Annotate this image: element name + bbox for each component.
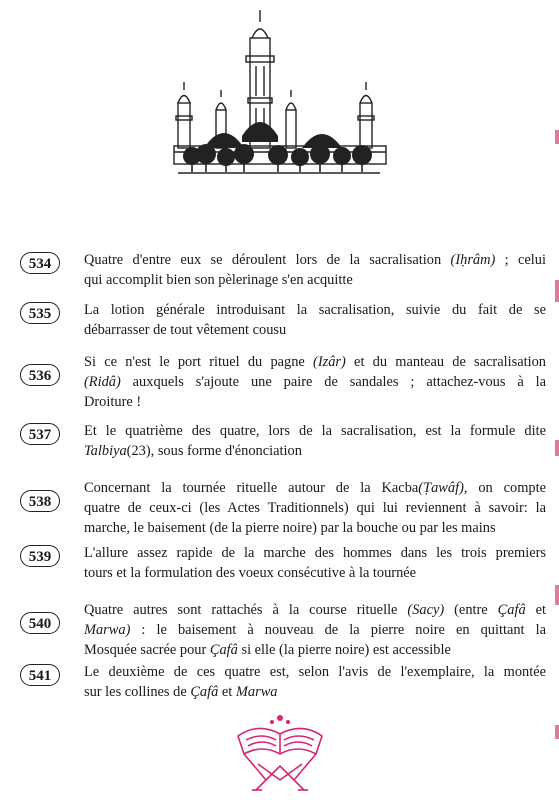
- verse-line: [84, 372, 546, 392]
- verse-text: [84, 352, 546, 412]
- italic-term: Marwa): [84, 622, 131, 638]
- verse-line: [84, 300, 546, 320]
- verse-number-badge: 534: [20, 252, 60, 274]
- text-run: ; celui: [495, 252, 546, 268]
- verse-number-badge: 540: [20, 612, 60, 634]
- text-run: Droiture !: [84, 394, 142, 410]
- verse-line: [84, 518, 546, 538]
- verse-text: [84, 478, 546, 538]
- verse-line: [84, 320, 546, 340]
- verse-539: [20, 543, 548, 583]
- verse-number-badge: 538: [20, 490, 60, 512]
- italic-term: Çafâ: [190, 684, 219, 700]
- verse-534: [20, 250, 548, 290]
- italic-term: Çafâ: [497, 602, 526, 618]
- text-run: si elle (la pierre noire) est accessible: [237, 642, 451, 658]
- italic-term: (Sacy): [407, 602, 445, 618]
- text-run: auxquels s'ajoute une paire de sandales ; attachez-vous à la: [120, 374, 546, 390]
- verse-line: [84, 250, 546, 270]
- verse-line: [84, 640, 546, 660]
- verse-535: [20, 300, 548, 340]
- text-run: on compte: [467, 480, 546, 496]
- verse-number-badge: 537: [20, 423, 60, 445]
- verse-text: [84, 300, 546, 340]
- verse-text: [84, 662, 546, 702]
- italic-term: (Iḥrâm): [450, 252, 496, 268]
- text-run: Concernant la tournée rituelle autour de la Kacba: [84, 480, 419, 496]
- verse-text: [84, 543, 546, 583]
- text-run: (entre: [444, 602, 498, 618]
- italic-term: (Izâr): [313, 354, 346, 370]
- text-run: L'allure assez rapide de la marche des hommes dans les trois premiers: [84, 545, 546, 561]
- text-run: Si ce n'est le port rituel du pagne: [84, 354, 314, 370]
- verse-538: [20, 478, 548, 538]
- verse-line: [84, 421, 546, 441]
- text-run: : le baisement à nouveau de la pierre noire en quittant la: [130, 622, 546, 638]
- verse-line: [84, 682, 546, 702]
- text-run: tours et la formulation des voeux consécutive à la tournée: [84, 565, 417, 581]
- text-run: Mosquée sacrée pour: [84, 642, 210, 658]
- verse-text: [84, 250, 546, 290]
- verse-line: [84, 352, 546, 372]
- italic-term: Marwa: [235, 684, 278, 700]
- verse-text: [84, 421, 546, 461]
- text-run: et: [218, 684, 236, 700]
- quran-on-stand-icon: [232, 710, 328, 796]
- verse-541: [20, 662, 548, 702]
- verse-line: [84, 441, 546, 461]
- italic-term: (Ridâ): [84, 374, 121, 390]
- text-run: Quatre d'entre eux se déroulent lors de la sacralisation: [84, 252, 451, 268]
- verse-number-badge: 539: [20, 545, 60, 567]
- text-run: Le deuxième de ces quatre est, selon l'avis de l'exemplaire, la montée: [84, 664, 546, 680]
- text-run: marche, le baisement (de la pierre noire) par la bouche ou par les mains: [84, 520, 496, 536]
- text-run: et: [525, 602, 547, 618]
- verse-text: [84, 600, 546, 660]
- verse-540: [20, 600, 548, 660]
- verse-line: [84, 270, 546, 290]
- verse-number-badge: 541: [20, 664, 60, 686]
- verse-line: [84, 478, 546, 498]
- verse-line: [84, 498, 546, 518]
- text-run: Et le quatrième des quatre, lors de la sacralisation, est la formule dite: [84, 423, 546, 439]
- italic-term: Çafâ: [209, 642, 238, 658]
- italic-term: (Ṭawâf),: [418, 480, 468, 496]
- text-run: sur les collines de: [84, 684, 191, 700]
- verse-number-badge: 536: [20, 364, 60, 386]
- verse-number-badge: 535: [20, 302, 60, 324]
- verse-line: [84, 600, 546, 620]
- mosque-illustration-icon: [170, 8, 390, 178]
- text-run: et du manteau de sacralisation: [345, 354, 546, 370]
- text-run: débarrasser de tout vêtement cousu: [84, 322, 287, 338]
- text-run: Quatre autres sont rattachés à la course rituelle: [84, 602, 408, 618]
- verse-line: [84, 543, 546, 563]
- italic-term: Talbiya: [84, 443, 127, 459]
- verse-line: [84, 392, 546, 412]
- verse-537: [20, 421, 548, 461]
- verse-line: [84, 563, 546, 583]
- text-run: quatre de ceux-ci (les Actes Traditionnels) qui lui reviennent à savoir: la: [84, 500, 546, 516]
- text-run: La lotion générale introduisant la sacralisation, suivie du fait de se: [84, 302, 546, 318]
- text-run: qui accomplit bien son pèlerinage s'en acquitte: [84, 272, 353, 288]
- verse-line: [84, 662, 546, 682]
- text-run: (23), sous forme d'énonciation: [126, 443, 302, 459]
- verse-line: [84, 620, 546, 640]
- verse-536: [20, 352, 548, 412]
